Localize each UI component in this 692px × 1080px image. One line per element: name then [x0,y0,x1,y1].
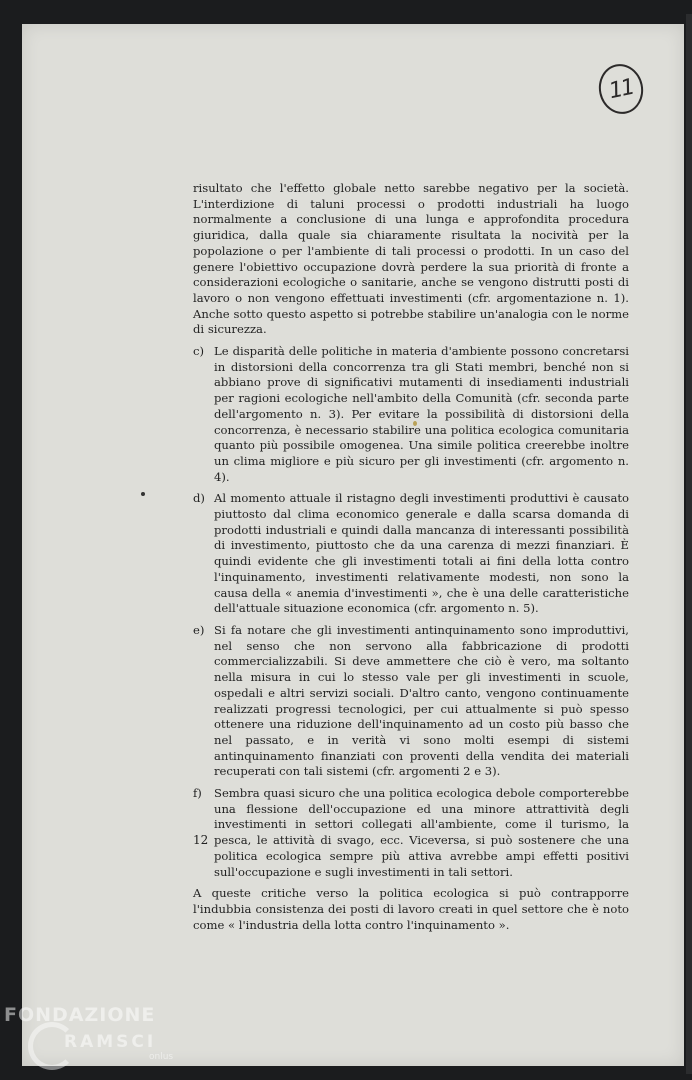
handwritten-folio-number: 11 [594,60,647,118]
list-text: Si fa notare che gli investimenti antinquinamento sono improduttivi, nel senso che non servono alla fabbricazione di prodotti commercializzabili. Si deve ammettere che ciò è vero, ma soltanto nella misura in cui lo stesso vale per gli investimenti in scuole, ospedali e altri servizi sociali. D'altro canto, vengono continuamente realizzati progressi tecnologici, per cui attualmente si può spesso ottenere una riduzione dell'inquinamento ad un costo più basso che nel passato, e in verità vi sono molti esempi di sistemi antinquinamento finanziati con proventi della vendita dei materiali recuperati con tali sistemi (cfr. argomenti 2 e 3). [214,622,629,779]
list-item-c [193,344,629,485]
watermark-suffix: onlus [149,1052,174,1062]
ink-dot [141,492,145,496]
list-item-d [193,491,629,617]
list-text: Le disparità delle politiche in materia d'ambiente possono concretarsi in distorsioni della concorrenza tra gli Stati membri, benché non si abbiano prove di significativi mutamenti di insediamenti industriali per ragioni ecologiche nell'ambito della Comunità (cfr. seconda parte dell'argomento n. 3). Per evitare la possibilità di distorsioni della concorrenza, è necessario stabilire una politica ecologica comunitaria quanto più possibile omogenea. Una simile politica creerebbe inoltre un clima migliore e più sicuro per gli investimenti (cfr. argomento n. 4). [214,344,629,484]
watermark-line1: FONDAZIONE [4,1004,156,1026]
body-text [193,181,629,939]
list-item-e [193,623,629,780]
list-text: Al momento attuale il ristagno degli investimenti produttivi è causato piuttosto dal clima economico generale e dalla scarsa domanda di prodotti industriali e quindi dalla mancanza di interessanti possibilità di investimento, piuttosto che da una carenza di mezzi finanziari. È quindi evidente che gli investimenti totali ai fini della lotta contro l'inquinamento, investimenti relativamente modesti, non sono la causa della « anemia d'investimenti », che è una delle caratteristiche dell'attuale situazione economica (cfr. argomento n. 5). [214,491,629,616]
list-text: Sembra quasi sicuro che una politica ecologica debole comporterebbe una flessione dell'occupazione ed una minore attrattività degli investimenti in settori collegati all'ambiente, come il turismo, la pesca, le attività di svago, ecc. Viceversa, si può sostenere che una politica ecologica sempre più attiva avrebbe ampi effetti positivi sull'occupazione e sugli investimenti in tali settori. [214,786,629,879]
binder-edge [686,14,692,1074]
page-number: 12 [193,833,209,847]
closing-paragraph: A queste critiche verso la politica ecologica si può contrapporre l'indubbia consistenza dei posti di lavoro creati in quel settore che è noto come « l'industria della lotta contro l'inquinamento ». [193,886,629,932]
intro-paragraph: risultato che l'effetto globale netto sarebbe negativo per la società. L'interdizione di taluni processi o prodotti industriali ha luogo normalmente a conclusione di una lunga e approfondita procedura giuridica, dalla quale sia chiaramente risultata la nocività per la popolazione o per l'ambiente di tali processi o prodotti. In un caso del genere l'obiettivo occupazione dovrà perdere la sua priorità di fronte a considerazioni ecologiche o sanitarie, anche se vengono distrutti posti di lavoro o non vengono effettuati investimenti (cfr. argomentazione n. 1). Anche sotto questo aspetto si potrebbe stabilire un'analogia con le norme di sicurezza. [193,181,629,337]
list-item-f [193,786,629,880]
fondazione-gramsci-watermark [4,1004,174,1062]
list-letter: f) [193,786,202,801]
list-letter: e) [193,622,205,637]
watermark-line2: RAMSCI [64,1032,157,1052]
list-letter: d) [193,491,205,506]
list-letter: c) [193,344,205,359]
